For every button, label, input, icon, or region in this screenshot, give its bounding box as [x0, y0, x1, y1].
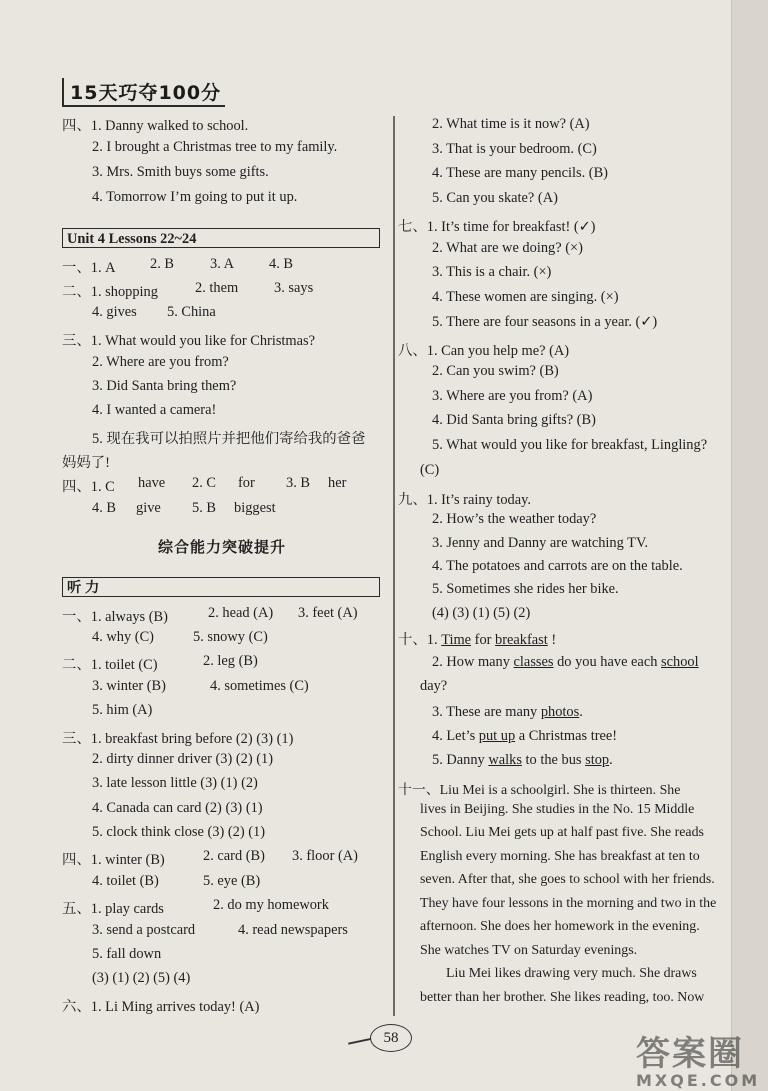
text: 2. How many [432, 654, 514, 670]
answer-line: 2. Where are you from? [92, 354, 229, 370]
answer-line: 二、1. shopping [62, 284, 158, 300]
passage-line: She watches TV on Saturday evenings. [420, 943, 638, 958]
answer-line: 5. snowy (C) [193, 629, 268, 645]
answer-line: 七、1. It’s time for breakfast! (✓) [398, 219, 596, 235]
underlined-word: classes [513, 654, 554, 670]
answer-line: 5. eye (B) [203, 873, 261, 889]
logo-text: 15天巧夺100分 [62, 78, 225, 107]
answer-line: (3) (1) (2) (5) (4) [92, 970, 191, 986]
answer-line [432, 728, 617, 745]
answer-line: 4. read newspapers [238, 922, 348, 938]
watermark-logo: 答案圈 [636, 1034, 744, 1074]
answer-line: 4. B [92, 500, 116, 516]
underlined-word: put up [478, 728, 516, 744]
text: 5. Danny [432, 752, 489, 768]
answer-line [432, 704, 583, 721]
text: do you have each [553, 654, 662, 670]
text: for [471, 632, 496, 648]
answer-line: 4. I wanted a camera! [92, 402, 217, 418]
answer-line: 六、1. Li Ming arrives today! (A) [62, 999, 260, 1015]
answer-line: 3. A [210, 256, 234, 272]
passage-line: English every morning. She has breakfast at ten to [420, 849, 700, 864]
answer-line: 3. Did Santa bring them? [92, 378, 237, 394]
text: 十、1. [398, 632, 442, 648]
text: to the bus [521, 752, 586, 768]
answer-line: 2. How’s the weather today? [432, 511, 597, 527]
answer-line [398, 628, 556, 649]
answer-line: 4. toilet (B) [92, 873, 159, 889]
answer-line: 3. says [274, 280, 314, 296]
answer-line: (4) (3) (1) (5) (2) [432, 605, 531, 621]
answer-line: 3. feet (A) [298, 605, 358, 621]
answer-line: 一、1. A [62, 260, 116, 276]
answer-line: day? [420, 678, 448, 694]
answer-line: 四、1. Danny walked to school. [62, 118, 249, 134]
answer-line: 2. head (A) [208, 605, 274, 621]
answer-line: 3. That is your bedroom. (C) [432, 141, 597, 157]
answer-line: 5. B [192, 500, 216, 516]
answer-line: 2. Can you swim? (B) [432, 363, 559, 379]
answer-line: 5. China [167, 304, 216, 320]
answer-line: her [328, 475, 347, 491]
answer-line: 妈妈了! [62, 455, 110, 471]
column-divider [393, 116, 395, 1016]
answer-line: 三、1. breakfast bring before (2) (3) (1) [62, 731, 294, 747]
answer-line: 5. There are four seasons in a year. (✓) [432, 314, 658, 330]
answer-line: 5. Can you skate? (A) [432, 190, 558, 206]
answer-line: 八、1. Can you help me? (A) [398, 343, 570, 359]
watermark [636, 1026, 760, 1090]
answer-line: for [238, 475, 255, 491]
passage-line: afternoon. She does her homework in the evening. [420, 919, 700, 934]
passage-line: School. Liu Mei gets up at half past five. She reads [420, 825, 704, 840]
answer-line: 三、1. What would you like for Christmas? [62, 333, 315, 349]
answer-line: 5. 现在我可以拍照片并把他们寄给我的爸爸 [92, 431, 366, 447]
answer-line: 2. leg (B) [203, 653, 258, 669]
watermark-url: MXQE.COM [636, 1071, 761, 1090]
answer-line: 3. B [286, 475, 310, 491]
text: ! [547, 632, 557, 648]
passage-line: better than her brother. She likes reading, too. Now [420, 990, 705, 1005]
answer-line: 3. winter (B) [92, 678, 166, 694]
answer-line: 5. fall down [92, 946, 162, 962]
answer-line: 2. B [150, 256, 174, 272]
answer-line: 2. What time is it now? (A) [432, 116, 590, 132]
answer-line: 2. card (B) [203, 848, 265, 864]
answer-line: 3. Mrs. Smith buys some gifts. [92, 164, 269, 180]
answer-line: 4. These are many pencils. (B) [432, 165, 608, 181]
answer-line: 2. dirty dinner driver (3) (2) (1) [92, 751, 274, 767]
text: a Christmas tree! [515, 728, 618, 744]
answer-line: 3. send a postcard [92, 922, 196, 938]
underlined-word: Time [441, 632, 472, 648]
underlined-word: school [661, 654, 699, 670]
answer-line: 2. do my homework [213, 897, 329, 913]
answer-line: 四、1. winter (B) [62, 852, 165, 868]
answer-line: 3. Where are you from? (A) [432, 388, 593, 404]
answer-line: 4. Tomorrow I’m going to put it up. [92, 189, 298, 205]
passage-line: seven. After that, she goes to school with her friends. [420, 872, 715, 887]
answer-line: 3. This is a chair. (×) [432, 264, 552, 280]
page-edge [731, 0, 768, 1091]
answer-line: 2. What are we doing? (×) [432, 240, 583, 256]
passage-line: They have four lessons in the morning and two in the [420, 896, 717, 911]
answer-line: 二、1. toilet (C) [62, 657, 158, 673]
answer-line: 4. These women are singing. (×) [432, 289, 619, 305]
answer-line: 4. The potatoes and carrots are on the table. [432, 558, 683, 574]
page-number: 58 [370, 1024, 412, 1052]
answer-line: 4. Canada can card (2) (3) (1) [92, 800, 263, 816]
underlined-word: walks [488, 752, 522, 768]
listening-title: 听 力 [62, 577, 380, 597]
answer-line: 4. why (C) [92, 629, 154, 645]
unit-title: Unit 4 Lessons 22~24 [62, 228, 380, 248]
answer-line [432, 752, 613, 769]
passage-line: lives in Beijing. She studies in the No. 15 Middle [420, 802, 695, 817]
text: . [609, 752, 613, 768]
answer-line: 九、1. It’s rainy today. [398, 492, 531, 508]
answer-line: 4. B [269, 256, 293, 272]
answer-line: 3. late lesson little (3) (1) (2) [92, 775, 258, 791]
text: 3. These are many [432, 704, 541, 720]
passage-line: 十一、Liu Mei is a schoolgirl. She is thirteen. She [398, 783, 681, 798]
answer-line: 四、1. C [62, 479, 115, 495]
underlined-word: stop [585, 752, 610, 768]
answer-line: 4. sometimes (C) [210, 678, 309, 694]
answer-line: 2. them [195, 280, 239, 296]
answer-line: 2. I brought a Christmas tree to my family. [92, 139, 338, 155]
answer-line: 5. Sometimes she rides her bike. [432, 581, 619, 597]
answer-line: 4. Did Santa bring gifts? (B) [432, 412, 596, 428]
answer-line: 5. clock think close (3) (2) (1) [92, 824, 266, 840]
answer-line: give [136, 500, 161, 516]
answer-line: 一、1. always (B) [62, 609, 168, 625]
answer-line: 4. gives [92, 304, 137, 320]
answer-line: 5. him (A) [92, 702, 153, 718]
text: 4. Let’s [432, 728, 479, 744]
answer-line: 3. Jenny and Danny are watching TV. [432, 535, 649, 551]
answer-line: 5. What would you like for breakfast, Lingling? [432, 437, 708, 453]
text: . [579, 704, 583, 720]
answer-line: have [138, 475, 166, 491]
answer-line: 五、1. play cards [62, 901, 164, 917]
book-logo [62, 78, 225, 106]
passage-line: Liu Mei likes drawing very much. She draws [446, 966, 697, 981]
section-heading: 综合能力突破提升 [157, 538, 286, 556]
underlined-word: photos [540, 704, 580, 720]
answer-line: 3. floor (A) [292, 848, 358, 864]
answer-line: biggest [234, 500, 276, 516]
answer-line [432, 654, 699, 671]
underlined-word: breakfast [495, 632, 548, 648]
answer-line: 2. C [192, 475, 216, 491]
answer-line: (C) [420, 462, 440, 478]
